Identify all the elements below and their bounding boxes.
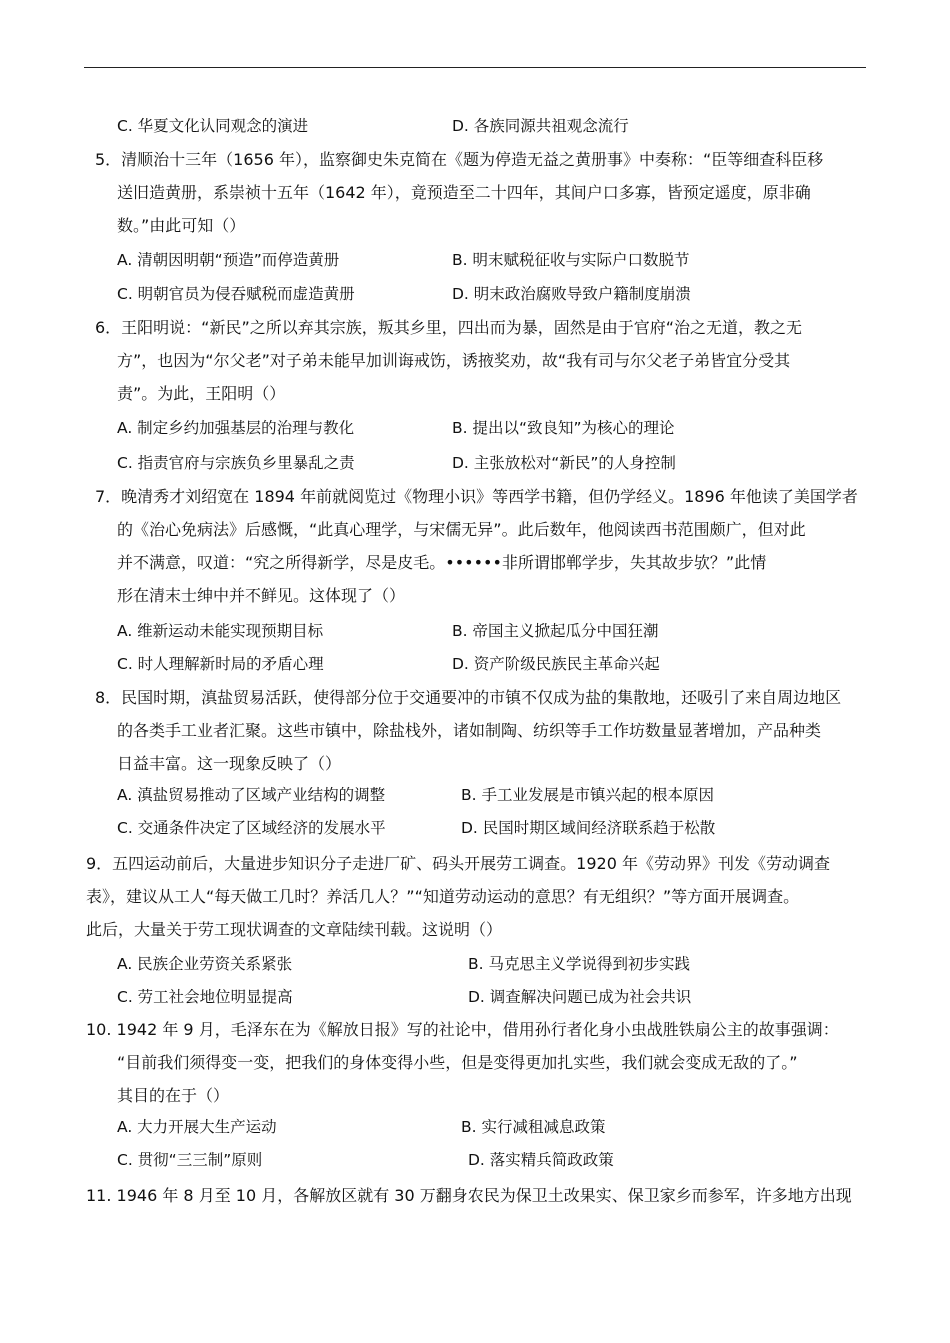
q7-option-b: B. 帝国主义掀起瓜分中国狂潮 [452, 622, 659, 640]
q8-stem-line-1: 8．民国时期，滇盐贸易活跃，使得部分位于交通要冲的市镇不仅成为盐的集散地，还吸引了来自周边地区 [95, 688, 842, 707]
q9-stem-line-3: 此后，大量关于劳工现状调查的文章陆续刊载。这说明（） [86, 920, 503, 939]
q9-stem-line-1: 9．五四运动前后，大量进步知识分子走进厂矿、码头开展劳工调查。1920 年《劳动界》刊发《劳动调查 [86, 854, 830, 873]
q9-stem-line-2: 表》，建议从工人“每天做工几时？养活几人？”“知道劳动运动的意思？有无组织？”等方面开展调查。 [86, 887, 800, 906]
q5-option-c: C. 明朝官员为侵吞赋税而虚造黄册 [117, 285, 355, 303]
q8-stem-line-3: 日益丰富。这一现象反映了（） [117, 754, 342, 773]
q7-stem-line-4: 形在清末士绅中并不鲜见。这体现了（） [117, 586, 406, 605]
q6-option-b: B. 提出以“致良知”为核心的理论 [452, 419, 675, 437]
q10-stem-line-1: 10. 1942 年 9 月，毛泽东在为《解放日报》写的社论中，借用孙行者化身小虫战胜铁扇公主的故事强调： [86, 1020, 839, 1039]
q8-option-b: B. 手工业发展是市镇兴起的根本原因 [461, 786, 714, 804]
q8-stem-line-2: 的各类手工业者汇聚。这些市镇中，除盐栈外，诸如制陶、纺织等手工作坊数量显著增加，产品种类 [117, 721, 822, 740]
q6-stem-line-3: 责”。为此，王阳明（） [117, 384, 286, 403]
q9-option-b: B. 马克思主义学说得到初步实践 [468, 955, 690, 973]
q9-option-c: C. 劳工社会地位明显提高 [117, 988, 293, 1006]
q5-stem-line-2: 送旧造黄册，系崇祯十五年（1642 年），竟预造至二十四年，其间户口多寡，皆预定遥度，原非确 [117, 183, 811, 202]
q7-stem-line-2: 的《治心免病法》后感慨，“此真心理学，与宋儒无异”。此后数年，他阅读西书范围颇广，但对此 [117, 520, 806, 539]
q5-stem-line-1: 5．清顺治十三年（1656 年），监察御史朱克简在《题为停造无益之黄册事》中奏称：“臣等细查科臣移 [95, 150, 824, 169]
q7-option-c: C. 时人理解新时局的矛盾心理 [117, 655, 324, 673]
q6-option-a: A. 制定乡约加强基层的治理与教化 [117, 419, 355, 437]
q7-option-d: D. 资产阶级民族民主革命兴起 [452, 655, 660, 673]
q5-option-d: D. 明末政治腐败导致户籍制度崩溃 [452, 285, 691, 303]
q6-stem-line-1: 6．王阳明说：“新民”之所以弃其宗族，叛其乡里，四出而为暴，固然是由于官府“治之无道，教之无 [95, 318, 803, 337]
q8-option-a: A. 滇盐贸易推动了区域产业结构的调整 [117, 786, 386, 804]
q8-option-c: C. 交通条件决定了区域经济的发展水平 [117, 819, 386, 837]
q9-option-a: A. 民族企业劳资关系紧张 [117, 955, 293, 973]
q10-stem-line-2: “目前我们须得变一变，把我们的身体变得小些，但是变得更加扎实些，我们就会变成无敌的了。” [117, 1053, 798, 1072]
q4-option-d: D. 各族同源共祖观念流行 [452, 117, 629, 135]
q7-option-a: A. 维新运动未能实现预期目标 [117, 622, 324, 640]
q10-option-a: A. 大力开展大生产运动 [117, 1118, 277, 1136]
q7-stem-line-3: 并不满意，叹道：“究之所得新学，尽是皮毛。••••••非所谓邯郸学步，失其故步欤？”此情 [117, 553, 767, 572]
q7-stem-line-1: 7．晚清秀才刘绍宽在 1894 年前就阅览过《物理小识》等西学书籍，但仍学经义。1896 年他读了美国学者 [95, 487, 858, 506]
q6-stem-line-2: 方”，也因为“尔父老”对子弟未能早加训诲戒饬，诱掖奖劝，故“我有司与尔父老子弟皆宜分受其 [117, 351, 791, 370]
q5-option-a: A. 清朝因明朝“预造”而停造黄册 [117, 251, 340, 269]
q10-option-c: C. 贯彻“三三制”原则 [117, 1151, 263, 1169]
q10-stem-line-3: 其目的在于（） [117, 1086, 230, 1105]
q10-option-b: B. 实行减租减息政策 [461, 1118, 606, 1136]
q4-option-c: C. 华夏文化认同观念的演进 [117, 117, 309, 135]
q9-option-d: D. 调查解决问题已成为社会共识 [468, 988, 692, 1006]
q11-stem-line-1: 11. 1946 年 8 月至 10 月，各解放区就有 30 万翻身农民为保卫土改果实、保卫家乡而参军，许多地方出现 [86, 1186, 852, 1205]
q10-option-d: D. 落实精兵简政政策 [468, 1151, 614, 1169]
q8-option-d: D. 民国时期区域间经济联系趋于松散 [461, 819, 716, 837]
q6-option-d: D. 主张放松对“新民”的人身控制 [452, 454, 676, 472]
q5-option-b: B. 明末赋税征收与实际户口数脱节 [452, 251, 690, 269]
q5-stem-line-3: 数。”由此可知（） [117, 216, 246, 235]
header-rule [84, 67, 866, 68]
q6-option-c: C. 指责官府与宗族负乡里暴乱之责 [117, 454, 355, 472]
